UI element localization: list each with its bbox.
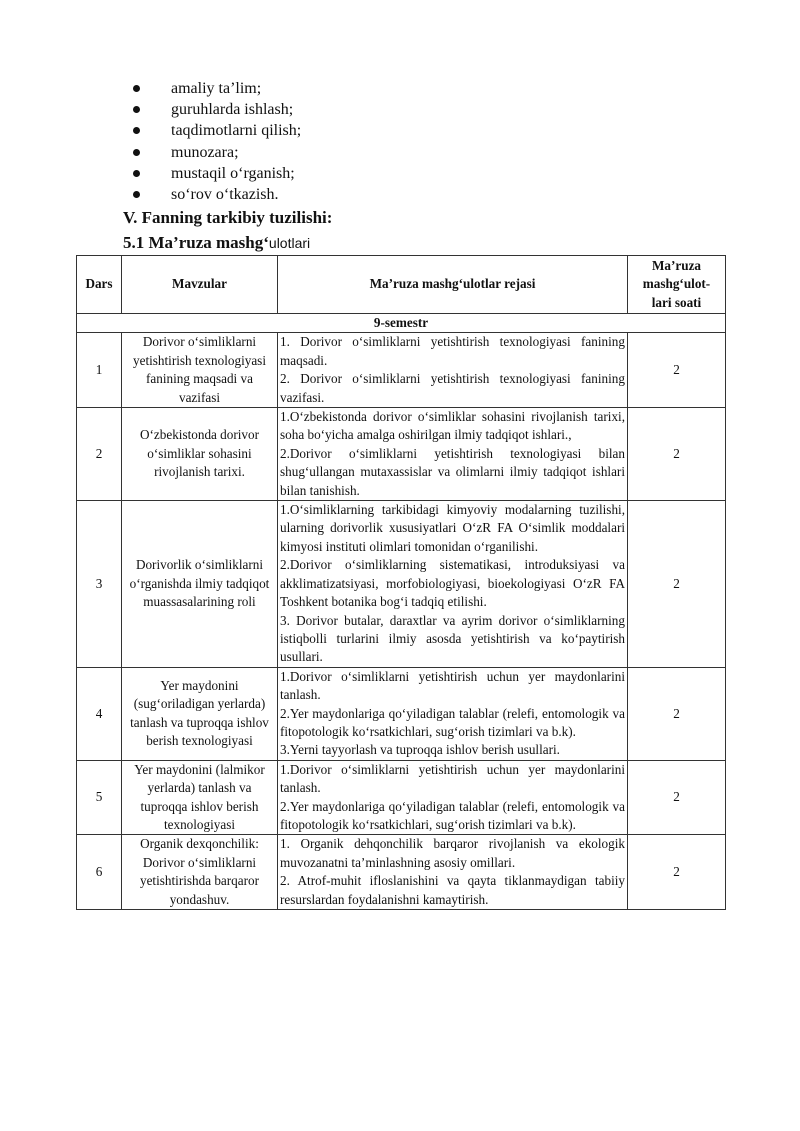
cell-dars: 2	[77, 408, 122, 501]
plan-item: 1.O‘zbekistonda dorivor o‘simliklar sohasini rivojlanish tarixi, soha bo‘yicha amalga oshirilgan ilmiy tadqiqot ishlari.,	[280, 409, 625, 443]
bullet-icon	[133, 170, 140, 177]
list-item-text: taqdimotlarni qilish;	[171, 122, 302, 140]
cell-soati: 2	[628, 501, 726, 668]
list-item	[126, 78, 301, 99]
plan-item: 2. Atrof-muhit ifloslanishini va qayta tiklanmaydigan tabiiy resurslardan foydalanishni kamaytirish.	[280, 873, 625, 907]
subsection-title-rest: ulotlari	[268, 235, 311, 251]
bullet-list	[126, 78, 301, 205]
bullet-icon	[133, 106, 140, 113]
cell-soati: 2	[628, 835, 726, 910]
cell-soati: 2	[628, 333, 726, 408]
list-item-text: so‘rov o‘tkazish.	[171, 185, 279, 203]
list-item	[126, 184, 301, 205]
cell-reja	[278, 501, 628, 668]
cell-reja	[278, 760, 628, 835]
cell-mavzu: Yer maydonini (lalmikor yerlarda) tanlash va tuproqqa ishlov berish texnologiyasi	[122, 760, 278, 835]
cell-reja	[278, 667, 628, 760]
header-dars: Dars	[77, 256, 122, 314]
bullet-icon	[133, 127, 140, 134]
list-item	[126, 163, 301, 184]
bullet-icon	[133, 149, 140, 156]
cell-mavzu: Dorivorlik o‘simliklarni o‘rganishda ilmiy tadqiqot muassasalarining roli	[122, 501, 278, 668]
table-row	[77, 667, 726, 760]
cell-dars: 4	[77, 667, 122, 760]
subsection-title	[123, 232, 310, 254]
lecture-plan-table	[76, 255, 726, 910]
table-row	[77, 501, 726, 668]
cell-reja	[278, 333, 628, 408]
plan-item: 2.Yer maydonlariga qo‘yiladigan talablar (relefi, entomologik va fitopotologik ko‘rsatkichlari, sug‘orish tizimlari va b.k).	[280, 798, 625, 832]
header-reja: Ma’ruza mashg‘ulotlar rejasi	[278, 256, 628, 314]
cell-dars: 3	[77, 501, 122, 668]
cell-reja	[278, 835, 628, 910]
table-row	[77, 333, 726, 408]
header-soati: Ma’ruza mashg‘ulot-lari soati	[628, 256, 726, 314]
cell-soati: 2	[628, 760, 726, 835]
list-item-text: mustaqil o‘rganish;	[171, 164, 295, 182]
cell-soati: 2	[628, 667, 726, 760]
cell-soati: 2	[628, 408, 726, 501]
plan-item: 3.Yerni tayyorlash va tuproqqa ishlov berish usullari.	[280, 742, 560, 758]
semester-label: 9-semestr	[77, 314, 726, 333]
cell-reja	[278, 408, 628, 501]
bullet-icon	[133, 85, 140, 92]
plan-item: 1.Dorivor o‘simliklarni yetishtirish uchun yer maydonlarini tanlash.	[280, 761, 625, 796]
cell-mavzu: Dorivor o‘simliklarni yetishtirish texnologiyasi fanining maqsadi va vazifasi	[122, 333, 278, 408]
cell-mavzu: Yer maydonini (sug‘oriladigan yerlarda) tanlash va tuproqqa ishlov berish texnologiyasi	[122, 667, 278, 760]
list-item	[126, 99, 301, 120]
table-row	[77, 835, 726, 910]
table-row	[77, 408, 726, 501]
subsection-title-bold: 5.1 Ma’ruza mashg‘	[123, 233, 269, 252]
list-item-text: munozara;	[171, 143, 239, 161]
header-mavzular: Mavzular	[122, 256, 278, 314]
semester-row	[77, 314, 726, 333]
cell-dars: 1	[77, 333, 122, 408]
plan-item: 2. Dorivor o‘simliklarni yetishtirish texnologiyasi fanining vazifasi.	[280, 371, 625, 405]
plan-item: 2.Yer maydonlariga qo‘yiladigan talablar (relefi, entomologik va fitopotologik ko‘rsatkichlari, sug‘orish tizimlari va b.k).	[280, 705, 625, 739]
plan-item: 1. Dorivor o‘simliklarni yetishtirish texnologiyasi fanining maqsadi.	[280, 334, 625, 368]
table-row	[77, 760, 726, 835]
cell-dars: 6	[77, 835, 122, 910]
plan-item: 2.Dorivor o‘simliklarning sistematikasi, introduksiyasi va akklimatizatsiyasi, morfobiologiyasi, bioekologiyasi O‘zR FA Toshkent botanika bog‘i tadqiq etilishi.	[280, 557, 625, 610]
plan-item: 2.Dorivor o‘simliklarni yetishtirish texnologiyasi bilan shug‘ullangan mutaxassislar va olimlarni ilmiy tadqiqot ishlari bilan tanishish.	[280, 445, 625, 498]
list-item	[126, 120, 301, 141]
list-item-text: guruhlarda ishlash;	[171, 101, 294, 119]
plan-item: 1.O‘simliklarning tarkibidagi kimyoviy modalarning tuzilishi, ularning dorivorlik xususiyatlari O‘zR FA O‘simlik moddalari kimyosi instituti olimlari tomonidan o‘rganilishi.	[280, 502, 625, 554]
list-item	[126, 142, 301, 163]
plan-item: 1.Dorivor o‘simliklarni yetishtirish uchun yer maydonlarini tanlash.	[280, 668, 625, 703]
plan-item: 3. Dorivor butalar, daraxtlar va ayrim dorivor o‘simliklarning istiqbolli turlarini ilmiy asosda yetishtirish va ko‘paytirish usullari.	[280, 612, 625, 665]
cell-mavzu: Organik dexqonchilik: Dorivor o‘simliklarni yetishtirishda barqaror yondashuv.	[122, 835, 278, 910]
cell-mavzu: O‘zbekistonda dorivor o‘simliklar sohasini rivojlanish tarixi.	[122, 408, 278, 501]
bullet-icon	[133, 191, 140, 198]
plan-item: 1. Organik dehqonchilik barqaror rivojlanish va ekologik muvozanatni ta’minlashning asosiy omillari.	[280, 836, 625, 870]
section-title: V. Fanning tarkibiy tuzilishi:	[123, 208, 333, 227]
table-header-row	[77, 256, 726, 314]
list-item-text: amaliy ta’lim;	[171, 80, 262, 97]
cell-dars: 5	[77, 760, 122, 835]
